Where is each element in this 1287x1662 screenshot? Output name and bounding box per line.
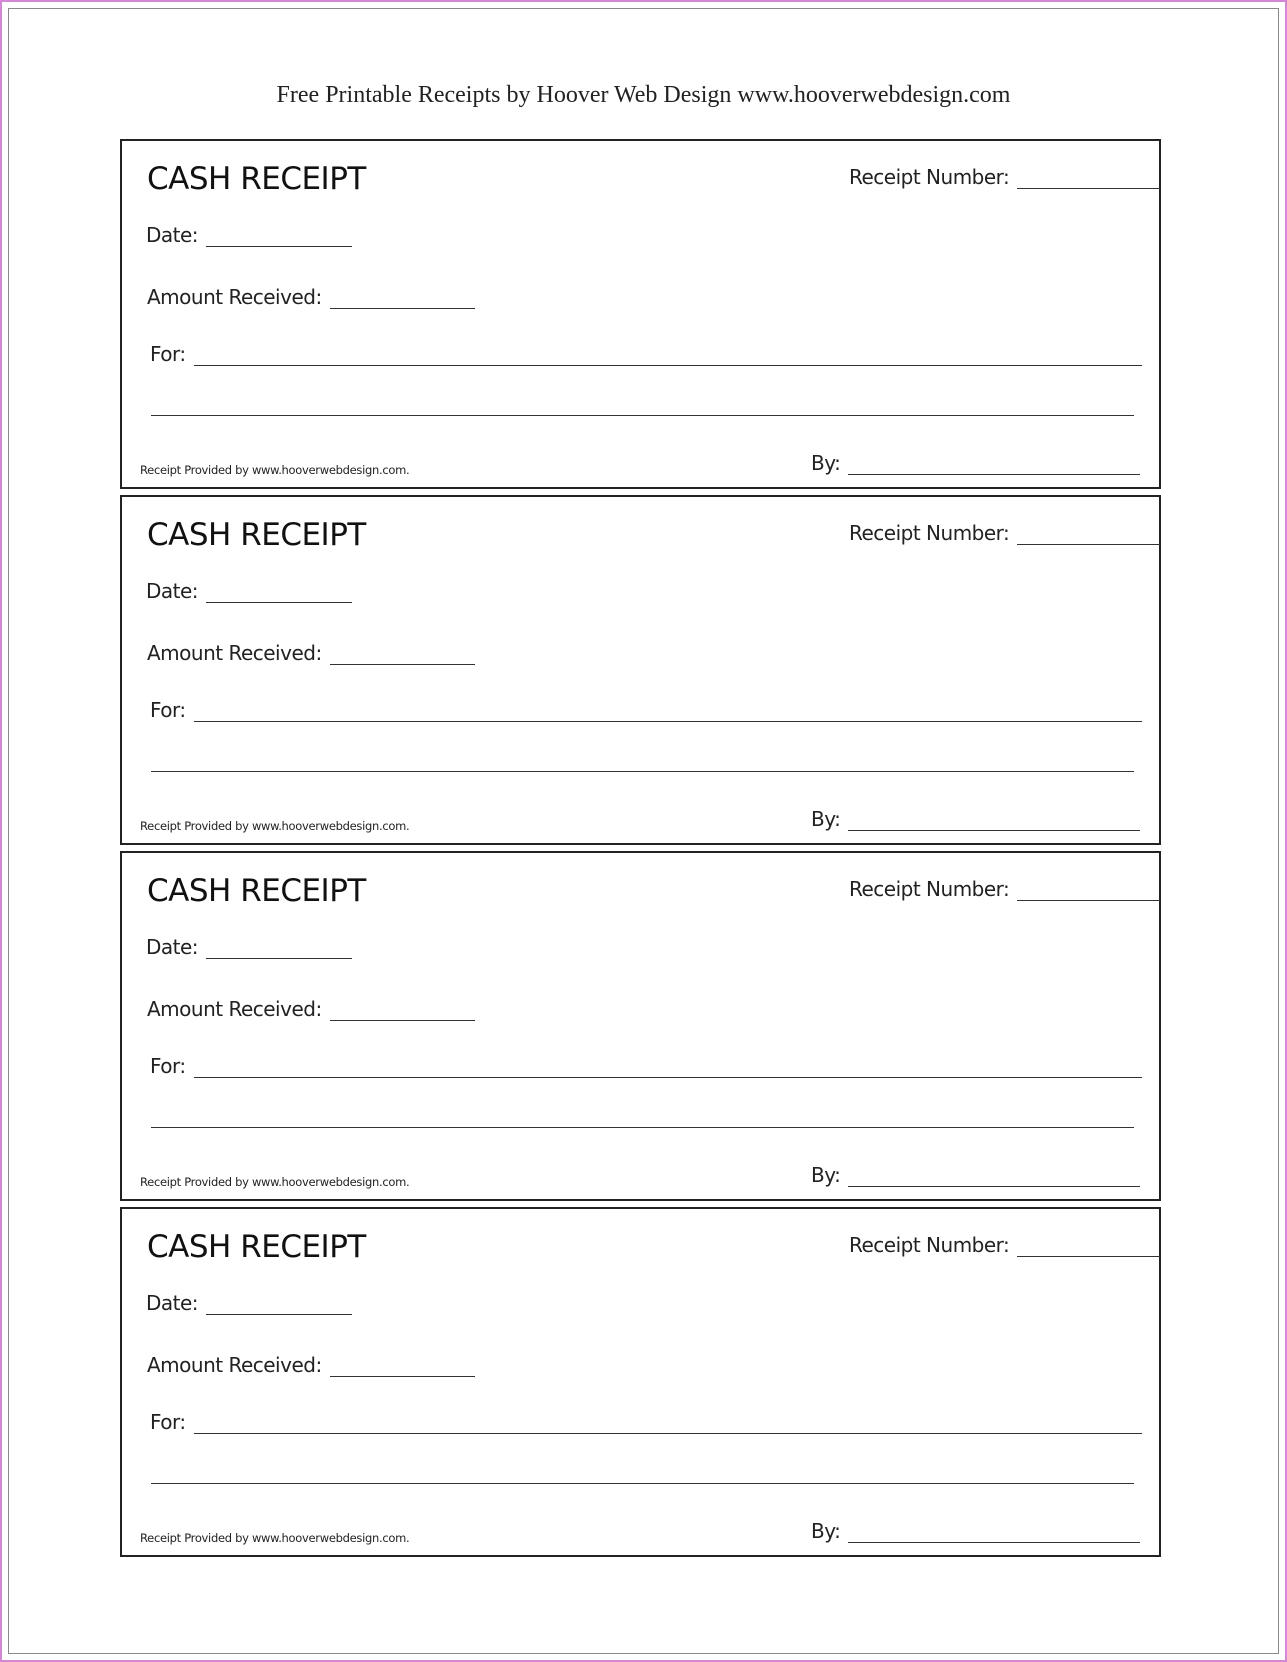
for-field[interactable] bbox=[150, 1054, 1142, 1078]
amount-received-field[interactable] bbox=[147, 285, 475, 309]
amount-received-blank[interactable] bbox=[330, 290, 475, 309]
amount-received-field[interactable] bbox=[147, 997, 475, 1021]
for-label: For: bbox=[150, 342, 186, 366]
receipt-number-field[interactable] bbox=[849, 521, 1160, 545]
date-blank[interactable] bbox=[206, 940, 352, 959]
by-blank[interactable] bbox=[848, 1524, 1140, 1543]
receipt-number-field[interactable] bbox=[849, 165, 1160, 189]
for-continuation-line[interactable] bbox=[151, 771, 1134, 772]
amount-received-field[interactable] bbox=[147, 641, 475, 665]
receipt-number-field[interactable] bbox=[849, 877, 1160, 901]
receipt-title: CASH RECEIPT bbox=[147, 873, 366, 909]
for-label: For: bbox=[150, 1054, 186, 1078]
date-blank[interactable] bbox=[206, 228, 352, 247]
provided-by-note: Receipt Provided by www.hooverwebdesign.com. bbox=[140, 1531, 410, 1545]
cash-receipt-4 bbox=[120, 1207, 1161, 1557]
amount-received-blank[interactable] bbox=[330, 1002, 475, 1021]
amount-received-label: Amount Received: bbox=[147, 997, 322, 1021]
for-blank[interactable] bbox=[194, 703, 1142, 722]
amount-received-field[interactable] bbox=[147, 1353, 475, 1377]
date-label: Date: bbox=[146, 223, 199, 247]
date-label: Date: bbox=[146, 1291, 199, 1315]
amount-received-label: Amount Received: bbox=[147, 641, 322, 665]
receipt-number-blank[interactable] bbox=[1017, 170, 1160, 189]
cash-receipt-3 bbox=[120, 851, 1161, 1201]
by-label: By: bbox=[811, 451, 841, 475]
cash-receipt-2 bbox=[120, 495, 1161, 845]
receipt-title: CASH RECEIPT bbox=[147, 1229, 366, 1265]
for-blank[interactable] bbox=[194, 1415, 1142, 1434]
receipt-number-label: Receipt Number: bbox=[849, 165, 1010, 189]
for-continuation-line[interactable] bbox=[151, 415, 1134, 416]
date-field[interactable] bbox=[146, 579, 352, 603]
for-field[interactable] bbox=[150, 342, 1142, 366]
for-field[interactable] bbox=[150, 698, 1142, 722]
page-header: Free Printable Receipts by Hoover Web Design www.hooverwebdesign.com bbox=[276, 82, 1011, 108]
by-label: By: bbox=[811, 1519, 841, 1543]
by-blank[interactable] bbox=[848, 812, 1140, 831]
provided-by-note: Receipt Provided by www.hooverwebdesign.com. bbox=[140, 1175, 410, 1189]
for-label: For: bbox=[150, 1410, 186, 1434]
receipt-number-blank[interactable] bbox=[1017, 882, 1160, 901]
amount-received-blank[interactable] bbox=[330, 646, 475, 665]
receipt-number-blank[interactable] bbox=[1017, 526, 1160, 545]
receipt-number-label: Receipt Number: bbox=[849, 521, 1010, 545]
for-label: For: bbox=[150, 698, 186, 722]
cash-receipt-1 bbox=[120, 139, 1161, 489]
by-field[interactable] bbox=[811, 1163, 1140, 1187]
date-field[interactable] bbox=[146, 223, 352, 247]
receipt-title: CASH RECEIPT bbox=[147, 517, 366, 553]
receipt-title: CASH RECEIPT bbox=[147, 161, 366, 197]
date-blank[interactable] bbox=[206, 1296, 352, 1315]
amount-received-label: Amount Received: bbox=[147, 1353, 322, 1377]
by-field[interactable] bbox=[811, 807, 1140, 831]
date-label: Date: bbox=[146, 935, 199, 959]
for-blank[interactable] bbox=[194, 347, 1142, 366]
by-blank[interactable] bbox=[848, 1168, 1140, 1187]
date-blank[interactable] bbox=[206, 584, 352, 603]
provided-by-note: Receipt Provided by www.hooverwebdesign.com. bbox=[140, 819, 410, 833]
date-field[interactable] bbox=[146, 935, 352, 959]
receipt-number-label: Receipt Number: bbox=[849, 877, 1010, 901]
receipt-number-label: Receipt Number: bbox=[849, 1233, 1010, 1257]
by-label: By: bbox=[811, 1163, 841, 1187]
receipt-number-blank[interactable] bbox=[1017, 1238, 1160, 1257]
for-continuation-line[interactable] bbox=[151, 1483, 1134, 1484]
by-blank[interactable] bbox=[848, 456, 1140, 475]
by-field[interactable] bbox=[811, 451, 1140, 475]
date-label: Date: bbox=[146, 579, 199, 603]
for-field[interactable] bbox=[150, 1410, 1142, 1434]
provided-by-note: Receipt Provided by www.hooverwebdesign.com. bbox=[140, 463, 410, 477]
for-blank[interactable] bbox=[194, 1059, 1142, 1078]
for-continuation-line[interactable] bbox=[151, 1127, 1134, 1128]
amount-received-blank[interactable] bbox=[330, 1358, 475, 1377]
amount-received-label: Amount Received: bbox=[147, 285, 322, 309]
date-field[interactable] bbox=[146, 1291, 352, 1315]
by-field[interactable] bbox=[811, 1519, 1140, 1543]
by-label: By: bbox=[811, 807, 841, 831]
receipt-number-field[interactable] bbox=[849, 1233, 1160, 1257]
